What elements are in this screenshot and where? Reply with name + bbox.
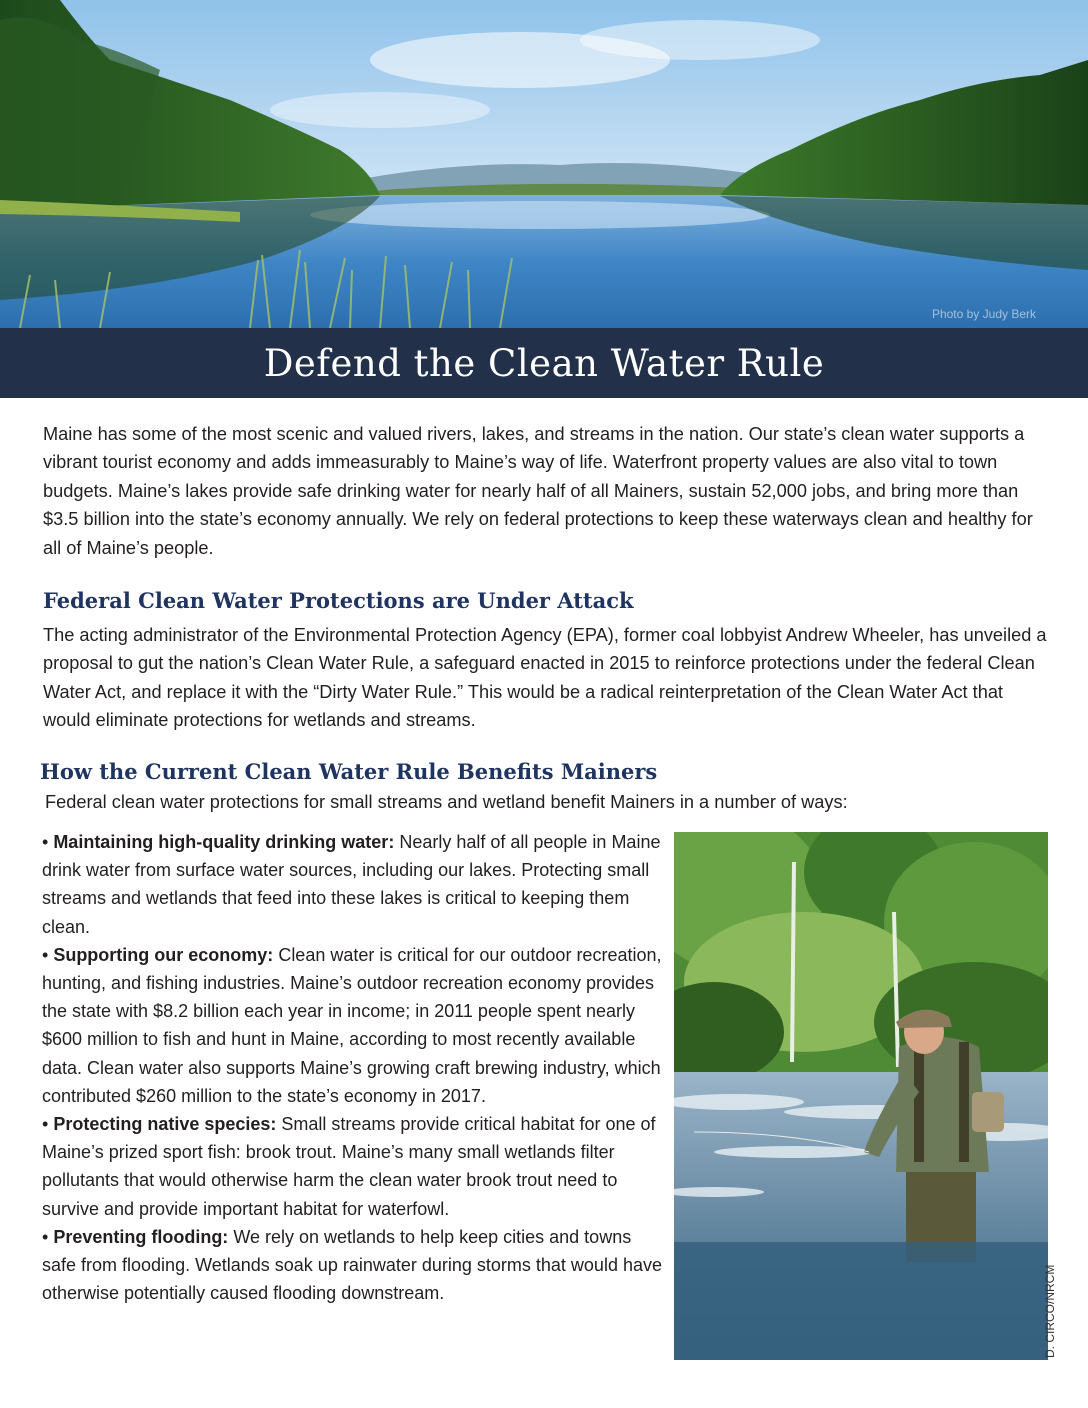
list-item (42, 941, 662, 1110)
title-band (0, 328, 1088, 398)
list-item-text: Clean water is critical for our outdoor recreation, hunting, and fishing industries. Maine’s outdoor recreation economy provides the state with $8.2 billion each year in income; in 2011 people spent nearly $600 million to fish and hunt in Maine, according to most recently available data. Clean water also supports Maine’s growing craft brewing industry, which contributed $260 million to the state’s economy in 2017. (42, 944, 662, 1106)
list-item-title: Protecting native species: (53, 1114, 277, 1135)
bullet-marker: • (42, 1226, 54, 1247)
list-item (42, 828, 662, 941)
intro-paragraph (43, 420, 1053, 562)
hero-photo (0, 0, 1088, 328)
benefits-list (42, 828, 662, 1307)
bullet-marker: • (42, 944, 54, 965)
list-item (42, 1223, 662, 1308)
bullet-marker: • (42, 832, 54, 852)
list-item-text: We rely on wetlands to help keep cities and towns safe from flooding. Wetlands soak up rainwater during storms that would have otherwise potentially caused flooding downstream. (42, 1226, 662, 1304)
section-attack-text: The acting administrator of the Environmental Protection Agency (EPA), former coal lobbyist Andrew Wheeler, has unveiled a proposal to gut the nation’s Clean Water Rule, a safeguard enacted in 2015 to reinforce protections under the federal Clean Water Act, and replace it with the “Dirty Water Rule.” This would be a radical reinterpretation of the Clean Water Act that would eliminate protections for wetlands and streams. (43, 625, 1047, 731)
section-heading-attack: Federal Clean Water Protections are Under Attack (43, 588, 634, 613)
section-attack-paragraph (43, 621, 1053, 735)
list-item-title: Maintaining high-quality drinking water: (53, 832, 395, 852)
intro-text: Maine has some of the most scenic and valued rivers, lakes, and streams in the nation. Our state’s clean water supports a vibrant tourist economy and adds immeasurably to Maine’s way of life. Waterfront property values are also vital to town budgets. Maine’s lakes provide safe drinking water for nearly half of all Mainers, sustain 52,000 jobs, and bring more than $3.5 billion into the state’s economy annually. We rely on federal protections to keep these waterways clean and healthy for all of Maine’s people. (43, 424, 1033, 558)
list-item-title: Preventing flooding: (53, 1226, 229, 1247)
section-benefits-intro (45, 788, 1055, 816)
bullet-marker: • (42, 1114, 54, 1135)
photo-credit: Photo by Judy Berk (931, 307, 1036, 321)
lake-landscape-image (0, 0, 1088, 328)
section-heading-benefits: How the Current Clean Water Rule Benefits Mainers (40, 759, 658, 784)
list-item (42, 1110, 662, 1223)
section-benefits-intro-text: Federal clean water protections for small streams and wetland benefit Mainers in a number of ways: (45, 792, 848, 812)
angler-photo-credit: D. CIRCO/NRCM (1043, 1264, 1057, 1358)
list-item-title: Supporting our economy: (53, 944, 274, 965)
fly-fisherman-image (674, 832, 1048, 1360)
list-item-text: Nearly half of all people in Maine drink water from surface water sources, including our lakes. Protecting small streams and wetlands that feed into these lakes is critical to keeping them clean. (42, 832, 661, 937)
list-item-text: Small streams provide critical habitat for one of Maine’s prized sport fish: brook trout. Maine’s many small wetlands filter pollutants that would otherwise harm the clean water brook trout need to survive and provide important habitat for waterfowl. (42, 1114, 656, 1219)
page-title: Defend the Clean Water Rule (263, 341, 825, 385)
angler-photo (674, 832, 1048, 1360)
